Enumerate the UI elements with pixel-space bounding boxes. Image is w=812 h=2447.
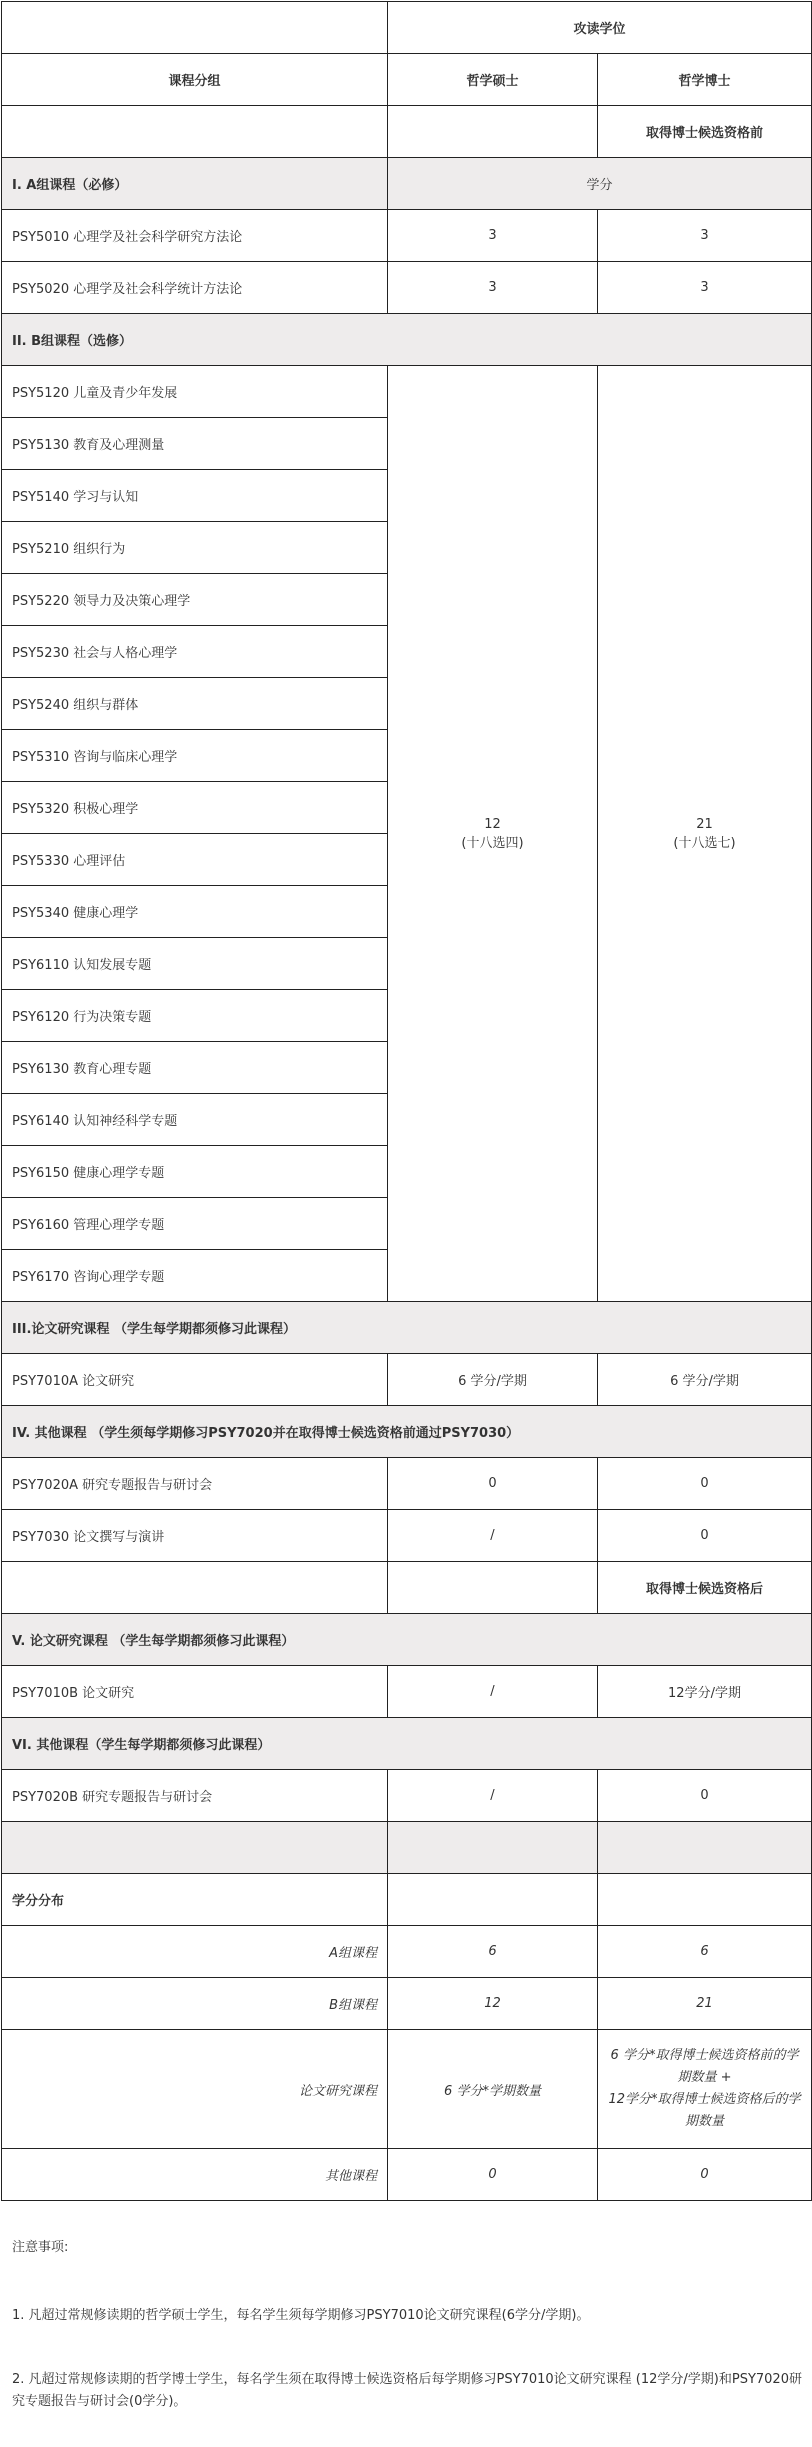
- mphil-credit: 6 学分/学期: [388, 1354, 598, 1406]
- phd-total-line2: 12学分*取得博士候选资格后的学期数量: [608, 2092, 801, 2129]
- table-row: [2, 2030, 812, 2149]
- phd-elective-rule: (十八选七): [673, 835, 736, 851]
- course-name: PSY7020A 研究专题报告与研讨会: [2, 1458, 388, 1510]
- course-name: PSY6120 行为决策专题: [2, 990, 388, 1042]
- distribution-label: B组课程: [2, 1978, 388, 2030]
- course-name: PSY5330 心理评估: [2, 834, 388, 886]
- table-row: [2, 1978, 812, 2030]
- distribution-label: 其他课程: [2, 2149, 388, 2201]
- course-name: PSY5220 领导力及决策心理学: [2, 574, 388, 626]
- course-name: PSY5020 心理学及社会科学统计方法论: [2, 262, 388, 314]
- credit-label: 学分: [388, 158, 812, 210]
- mphil-elective-credit: [388, 366, 598, 1302]
- mphil-header: 哲学硕士: [388, 54, 598, 106]
- phd-credit: 0: [598, 1510, 812, 1562]
- phd-credit: 6 学分/学期: [598, 1354, 812, 1406]
- course-name: PSY5320 积极心理学: [2, 782, 388, 834]
- table-row: [2, 1770, 812, 1822]
- notes-section: [0, 2237, 812, 2413]
- mphil-total: 0: [388, 2149, 598, 2201]
- mphil-credit: 3: [388, 262, 598, 314]
- empty-cell: [388, 106, 598, 158]
- section-other-b-title: VI. 其他课程（学生每学期都须修习此课程）: [2, 1718, 812, 1770]
- section-other-title: IV. 其他课程 （学生须每学期修习PSY7020并在取得博士候选资格前通过PSY7030）: [2, 1406, 812, 1458]
- notes-title: 注意事项:: [12, 2240, 69, 2255]
- table-row: [2, 210, 812, 262]
- spacer-cell: [598, 1822, 812, 1874]
- course-name: PSY5140 学习与认知: [2, 470, 388, 522]
- section-a-title: I. A组课程（必修）: [2, 158, 388, 210]
- after-candidacy-header: 取得博士候选资格后: [598, 1562, 812, 1614]
- course-name: PSY7020B 研究专题报告与研讨会: [2, 1770, 388, 1822]
- table-row: [2, 1926, 812, 1978]
- table-row: [2, 1666, 812, 1718]
- section-thesis-title: III.论文研究课程 （学生每学期都须修习此课程）: [2, 1302, 812, 1354]
- course-name: PSY5310 咨询与临床心理学: [2, 730, 388, 782]
- table-row: [2, 2149, 812, 2201]
- header-empty: [2, 2, 388, 54]
- phd-credit: 3: [598, 262, 812, 314]
- course-name: PSY5210 组织行为: [2, 522, 388, 574]
- course-name: PSY6160 管理心理学专题: [2, 1198, 388, 1250]
- table-row: [2, 366, 812, 418]
- course-name: PSY5010 心理学及社会科学研究方法论: [2, 210, 388, 262]
- distribution-label: 论文研究课程: [2, 2030, 388, 2149]
- course-name: PSY5230 社会与人格心理学: [2, 626, 388, 678]
- phd-elective-value: 21: [696, 816, 713, 832]
- course-name: PSY6140 认知神经科学专题: [2, 1094, 388, 1146]
- spacer-cell: [2, 1822, 388, 1874]
- phd-credit: 0: [598, 1770, 812, 1822]
- mphil-elective-rule: (十八选四): [461, 835, 524, 851]
- phd-credit: 12学分/学期: [598, 1666, 812, 1718]
- distribution-title: 学分分布: [2, 1874, 388, 1926]
- course-name: PSY6150 健康心理学专题: [2, 1146, 388, 1198]
- phd-elective-credit: [598, 366, 812, 1302]
- phd-total: 21: [598, 1978, 812, 2030]
- section-thesis-b-title: V. 论文研究课程 （学生每学期都须修习此课程）: [2, 1614, 812, 1666]
- spacer-cell: [388, 1822, 598, 1874]
- course-group-header: 课程分组: [2, 54, 388, 106]
- mphil-credit: 0: [388, 1458, 598, 1510]
- table-row: [2, 1458, 812, 1510]
- mphil-total: 6 学分*学期数量: [388, 2030, 598, 2149]
- mphil-credit: 3: [388, 210, 598, 262]
- course-name: PSY5120 儿童及青少年发展: [2, 366, 388, 418]
- table-row: [2, 262, 812, 314]
- phd-credit: 3: [598, 210, 812, 262]
- phd-total: 6: [598, 1926, 812, 1978]
- course-name: PSY6170 咨询心理学专题: [2, 1250, 388, 1302]
- course-name: PSY7010B 论文研究: [2, 1666, 388, 1718]
- mphil-total: 12: [388, 1978, 598, 2030]
- course-name: PSY7030 论文撰写与演讲: [2, 1510, 388, 1562]
- empty-cell: [388, 1874, 598, 1926]
- course-name: PSY6110 认知发展专题: [2, 938, 388, 990]
- table-row: [2, 1354, 812, 1406]
- distribution-label: A组课程: [2, 1926, 388, 1978]
- mphil-credit: /: [388, 1666, 598, 1718]
- phd-header: 哲学博士: [598, 54, 812, 106]
- mphil-total: 6: [388, 1926, 598, 1978]
- course-name: PSY6130 教育心理专题: [2, 1042, 388, 1094]
- empty-cell: [388, 1562, 598, 1614]
- mphil-credit: /: [388, 1770, 598, 1822]
- degree-title: 攻读学位: [388, 2, 812, 54]
- empty-cell: [598, 1874, 812, 1926]
- mphil-credit: /: [388, 1510, 598, 1562]
- phd-total: [598, 2030, 812, 2149]
- before-candidacy-header: 取得博士候选资格前: [598, 106, 812, 158]
- note-item: 1. 凡超过常规修读期的哲学硕士学生，每名学生须每学期修习PSY7010论文研究课程(6学分/学期)。: [12, 2308, 590, 2323]
- mphil-elective-value: 12: [484, 816, 501, 832]
- phd-total: 0: [598, 2149, 812, 2201]
- empty-cell: [2, 106, 388, 158]
- table-row: [2, 1510, 812, 1562]
- phd-credit: 0: [598, 1458, 812, 1510]
- phd-total-line1: 6 学分*取得博士候选资格前的学期数量 +: [610, 2048, 799, 2085]
- note-item: 2. 凡超过常规修读期的哲学博士学生，每名学生须在取得博士候选资格后每学期修习PSY7010论文研究课程 (12学分/学期)和PSY7020研究专题报告与研讨会(0学分)。: [12, 2372, 802, 2409]
- course-name: PSY5130 教育及心理测量: [2, 418, 388, 470]
- curriculum-table: [1, 1, 812, 2201]
- course-name: PSY5240 组织与群体: [2, 678, 388, 730]
- course-name: PSY5340 健康心理学: [2, 886, 388, 938]
- section-b-title: II. B组课程（选修）: [2, 314, 812, 366]
- empty-cell: [2, 1562, 388, 1614]
- course-name: PSY7010A 论文研究: [2, 1354, 388, 1406]
